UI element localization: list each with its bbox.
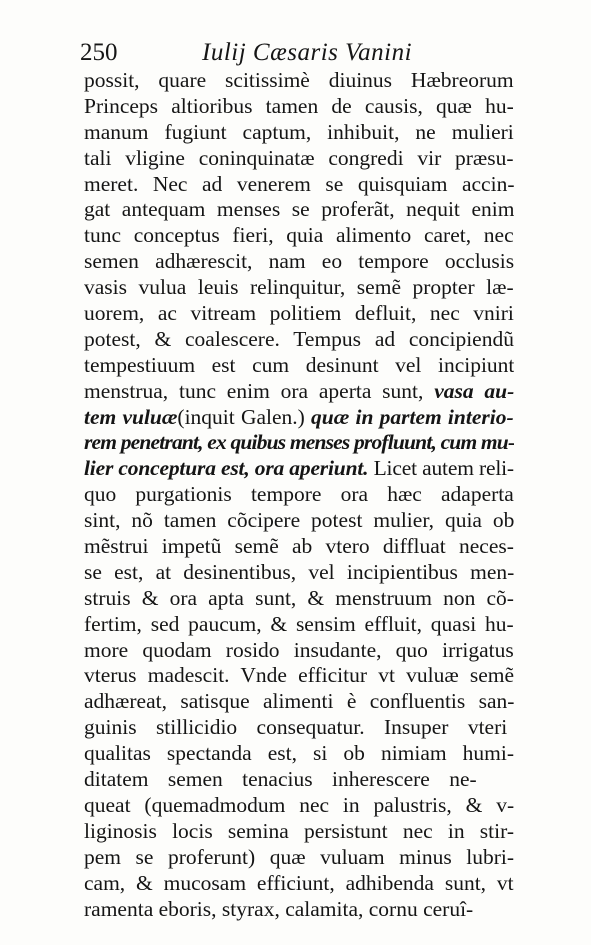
text-line <box>84 275 514 301</box>
text-segment: ramenta eboris, styrax, calamita, cornu ceruî- <box>84 896 474 921</box>
text-segment: gat antequam menses se proferãt, nequit enim <box>84 197 514 222</box>
text-line <box>84 405 514 431</box>
text-line <box>84 715 514 741</box>
text-segment: se est, at desinentibus, vel incipientibus men- <box>84 559 514 584</box>
text-line <box>84 845 514 871</box>
text-segment: Licet autem reli- <box>368 456 514 481</box>
text-segment: cam, & mucosam efficiunt, adhibenda sunt, vt <box>84 870 514 895</box>
text-line <box>84 508 514 534</box>
body-text <box>84 68 514 922</box>
text-line <box>84 94 514 120</box>
text-line <box>84 249 514 275</box>
text-segment: vasis vulua leuis relinquitur, semẽ propter læ- <box>84 275 514 300</box>
text-segment: queat (quemadmodum nec in palustris, & v- <box>84 792 514 817</box>
text-line <box>84 223 514 249</box>
text-segment: sint, nõ tamen cõcipere potest mulier, quia ob <box>84 508 514 533</box>
text-line <box>84 301 514 327</box>
text-line <box>84 638 514 664</box>
text-segment: tempestiuum est cum desinunt vel incipiunt <box>84 352 514 377</box>
text-line <box>84 120 514 146</box>
text-line <box>84 586 514 612</box>
text-line <box>84 897 514 923</box>
text-segment: meret. Nec ad venerem se quisquiam accin- <box>84 171 514 196</box>
italic-quote-segment: quæ in partem interio- <box>311 404 514 429</box>
text-line <box>84 534 514 560</box>
text-segment: pem se proferunt) quæ vuluam minus lubri- <box>84 844 514 869</box>
text-line <box>84 68 514 94</box>
text-line <box>84 379 514 405</box>
text-line <box>84 871 514 897</box>
text-line <box>84 430 514 456</box>
text-line <box>84 793 514 819</box>
text-line <box>84 456 514 482</box>
text-line <box>84 560 514 586</box>
page-header <box>80 36 520 70</box>
text-segment: more quodam rosido insudante, quo irrigatus <box>84 637 514 662</box>
text-segment: qualitas spectanda est, si ob nimiam humi- <box>84 741 514 766</box>
text-segment: struis & ora apta sunt, & menstruum non cõ- <box>84 585 514 610</box>
text-line <box>84 353 514 379</box>
text-line <box>84 197 514 223</box>
page-number: 250 <box>80 39 118 66</box>
text-line <box>84 663 514 689</box>
text-segment: mẽstrui impetũ semẽ ab vtero diffluat neces- <box>84 534 514 559</box>
italic-quote-segment: tem vuluæ <box>84 404 178 429</box>
running-head: Iulij Cæsaris Vanini <box>202 39 413 66</box>
text-segment: tali vligine coninquinatæ congredi vir præsu- <box>84 145 514 170</box>
text-segment: menstrua, tunc enim ora aperta sunt, <box>84 378 435 403</box>
text-segment: liginosis locis semina persistunt nec in stir- <box>84 818 514 843</box>
text-segment: manum fugiunt captum, inhibuit, ne mulieri <box>84 119 514 144</box>
text-segment: vterus madescit. Vnde efficitur vt vuluæ semẽ <box>84 663 514 688</box>
text-segment: fertim, sed paucum, & sensim effluit, quasi hu- <box>84 611 514 636</box>
text-segment: potest, & coalescere. Tempus ad concipiendũ <box>84 326 514 351</box>
text-segment: guinis stillicidio consequatur. Insuper vteri <box>84 715 508 740</box>
text-segment: Princeps altioribus tamen de causis, quæ hu- <box>84 93 514 118</box>
text-segment: adhæreat, satisque alimenti è confluentis san- <box>84 689 514 714</box>
text-line <box>84 689 514 715</box>
text-segment: ditatem semen tenacius inherescere ne- <box>84 767 477 792</box>
text-line <box>84 172 514 198</box>
text-segment: semen adhærescit, nam eo tempore occlusis <box>84 249 514 274</box>
text-line <box>84 612 514 638</box>
italic-quote-segment: vasa au- <box>434 378 514 403</box>
text-segment: possit, quare scitissimè diuinus Hæbreorum <box>84 68 514 92</box>
text-segment: quo purgationis tempore ora hæc adaperta <box>84 482 514 507</box>
text-segment: (inquit Galen.) <box>177 404 312 429</box>
italic-quote-segment: lier conceptura est, ora aperiunt. <box>84 456 369 481</box>
text-line <box>84 767 514 793</box>
text-line <box>84 146 514 172</box>
italic-quote-segment: rem penetrant, ex quibus menses profluunt, cum mu- <box>84 430 514 455</box>
text-segment: tunc conceptus fieri, quia alimento caret, nec <box>84 223 514 248</box>
text-line <box>84 327 514 353</box>
text-line <box>84 482 514 508</box>
text-line <box>84 819 514 845</box>
text-line <box>84 741 514 767</box>
text-segment: uorem, ac vitream politiem defluit, nec vniri <box>84 301 514 326</box>
